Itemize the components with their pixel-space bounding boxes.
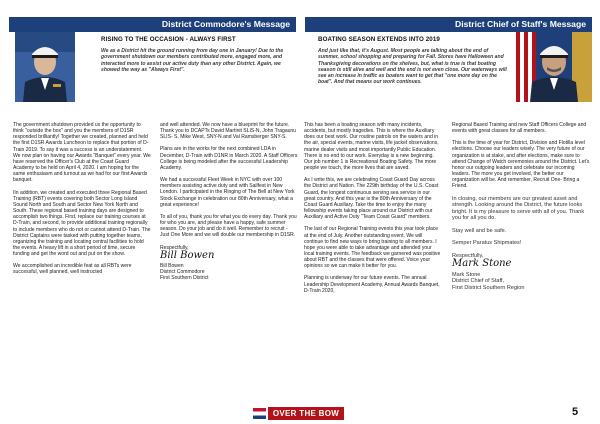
body-paragraph: We accomplished an incredible feat as all RBTs were successful, well planned, well instructed <box>13 263 132 276</box>
closing-text: Respectfully, <box>160 244 189 251</box>
coast-guard-stripe-icon <box>253 408 266 419</box>
chief-of-staff-intro <box>318 36 510 86</box>
body-paragraph: and well attended. We now have a blueprint for the future. Thank you to DCAPTs David Martinit SLIS-N, John Tragaunu SLIS- S, Mike West, SNY-N and Val Ramsberger SNY-S. <box>160 122 297 141</box>
body-paragraph: This has been a boating season with many incidents, accidents, but mostly tragedies. This is where the Auxiliary does our best work. Our routine patrols on the waters and in the air, special events, marine visits, life jacket observations, marine dealer visits and most importantly Public Education. There is no end to our work. Everyday is a new beginning. Our job number 1 is Recreational Boating Safety. The more people we touch, the more lives that are saved. <box>304 122 439 172</box>
chief-of-staff-portrait-photo <box>516 32 592 102</box>
commodore-signature: Bill Bowen <box>160 249 215 261</box>
body-paragraph: The last of our Regional Training events this year took place at the end of July. Another outstanding event. We will continue to find new ways to bring training to all members. I hope you were able to take advantage and attended your local training events. The feedback we garnered was positive about RBT and the classes that were offered. Voice your opinions so we can make it better for you. <box>304 226 441 270</box>
commodore-intro-text: We as a District hit the ground running from day one in January! Due to the government shutdown our members contributed more, engaged more, and interacted more to assist our active duty than any other District. Again, we showed the way as "Always First". <box>101 48 284 73</box>
body-paragraph: To all of you, thank you for what you do every day. Thank you for who you are, and please have a happy, safe summer season. Do your job and do it well. Remember to recruit - Just One More and we will double our membership in D1SR. <box>160 213 297 239</box>
chief-of-staff-intro-heading: BOATING SEASON EXTENDS INTO 2019 <box>318 36 440 43</box>
body-paragraph: IIn addition, we created and executed three Regional Based Training (RBT) events covering both Sector Long Island Sound North and South and Sector New York North and South. These regional based training days are designed to accomplish two things. First, replace our training courses at D-Train, and second, to provide additional training regionally to include members who do not or cannot attend D-Train. The District Captains were tasked with putting together teams, organizing the training and locating central facilities to hold the events. A heavy lift in a short period of time, secure funding and get the word out and put on the show. <box>13 189 151 258</box>
commodore-portrait-photo <box>15 32 75 102</box>
commodore-signature-block <box>160 245 298 282</box>
signer-role: District Chief of Staff, <box>452 278 504 285</box>
over-the-bow-banner: OVER THE BOW <box>268 407 344 420</box>
body-paragraph: In closing, our members are our greatest asset and strength. Looking around the District, the future looks bright. It is my pleasure to serve with all of you. Thank you for all you do. <box>452 195 585 222</box>
signer-name: Mark Stone <box>452 271 481 278</box>
body-paragraph: As I write this, we are celebrating Coast Guard Day across the District and Nation. The 229th birthday of the U.S. Coast Guard, the longest continuous serving sea service in our great country. And this year is the 80th Anniversary of the Coast Guard Auxiliary. Take the time to enjoy the many fellowship events taking place around our District with our Auxiliary and Active Duty "Team Coast Guard" members. <box>304 177 439 221</box>
body-paragraph: Stay well and be safe. <box>452 227 507 234</box>
signer-unit: First District Southern Region <box>452 284 525 291</box>
commodore-intro <box>101 36 295 73</box>
body-paragraph: The government shutdown provided us the opportunity to think "outside the box" and you the members of D1SR responded brilliantly! Together we created, planned and held the first D1SR Awards Luncheon to replace that portion of D-Train 2019. To say it was a success is an understatement. We now plan on having our Awards "Banquet" every year. We have reserved the Officer's Club at the Coast Guard Academy to be held on April 4, 2020. I am hoping for the same enthusiasm and turnout as we had for our first Awards banquet. <box>13 122 151 184</box>
page-number: 5 <box>572 406 579 418</box>
signer-role: District Commodore <box>160 268 205 275</box>
chief-of-staff-signature: Mark Stone <box>452 258 512 270</box>
body-paragraph: We had a successful Fleet Week in NYC with over 100 members assisting active duty and with Sailfest in New London. I participated in the Ringing of The Bell at New York Stock Exchange in celebration our 80th Anniversary, what a great experience! <box>160 177 295 208</box>
body-paragraph: Semper Paratus Shipmates! <box>452 240 522 247</box>
signer-name: Bill Bowen <box>160 262 184 269</box>
commodore-column-2 <box>160 122 298 281</box>
chief-of-staff-column-1 <box>304 122 442 300</box>
body-paragraph: Regional Based Training and new Staff Officers College and events with great classes for all members. <box>452 122 587 135</box>
commodore-intro-heading: RISING TO THE OCCASION - ALWAYS FIRST <box>101 36 236 43</box>
body-paragraph: This is the time of year for District, Division and Flotilla level elections. Choose our leaders wisely. The very future of our organization is at stake, and after elections, make sure to attend Change of Watch ceremonies around the District. Let's honor our outgoing leaders and celebrate our incoming leaders. The more you get involved, the better our organization will be. And remember, Recruit One- Bring a Friend. <box>452 140 590 190</box>
commodore-message-header: District Commodore's Message <box>9 17 296 32</box>
chief-of-staff-message-header: District Chief of Staff's Message <box>305 17 592 32</box>
closing-text: Respectfully, <box>452 252 484 259</box>
chief-of-staff-signature-block <box>452 253 590 292</box>
body-paragraph: Planning is underway for our future events. The annual Leadership Development Academy, Annual Awards Banquet, D-Train 2020, <box>304 275 440 294</box>
signer-unit: First Southern District <box>160 275 209 282</box>
chief-of-staff-intro-text: And just like that, it's August. Most people are talking about the end of summer, school shopping and preparing for Fall. Stores have Halloween and Thanksgiving decorations on the shelves, but, what is true is that boating season is still alive and well and the end is not even close. Our waterways will see an increase in traffic as boaters want to get that "one more day on the boat". And that means our work continues. <box>318 48 507 86</box>
chief-of-staff-column-2 <box>452 122 590 291</box>
commodore-column-1 <box>13 122 151 282</box>
body-paragraph: Plans are in the works for the next combined LDA in December, D-Train with D1NR in March 2020. A Staff Officers College is being modeled after the successful Leadership Academy. <box>160 146 298 171</box>
